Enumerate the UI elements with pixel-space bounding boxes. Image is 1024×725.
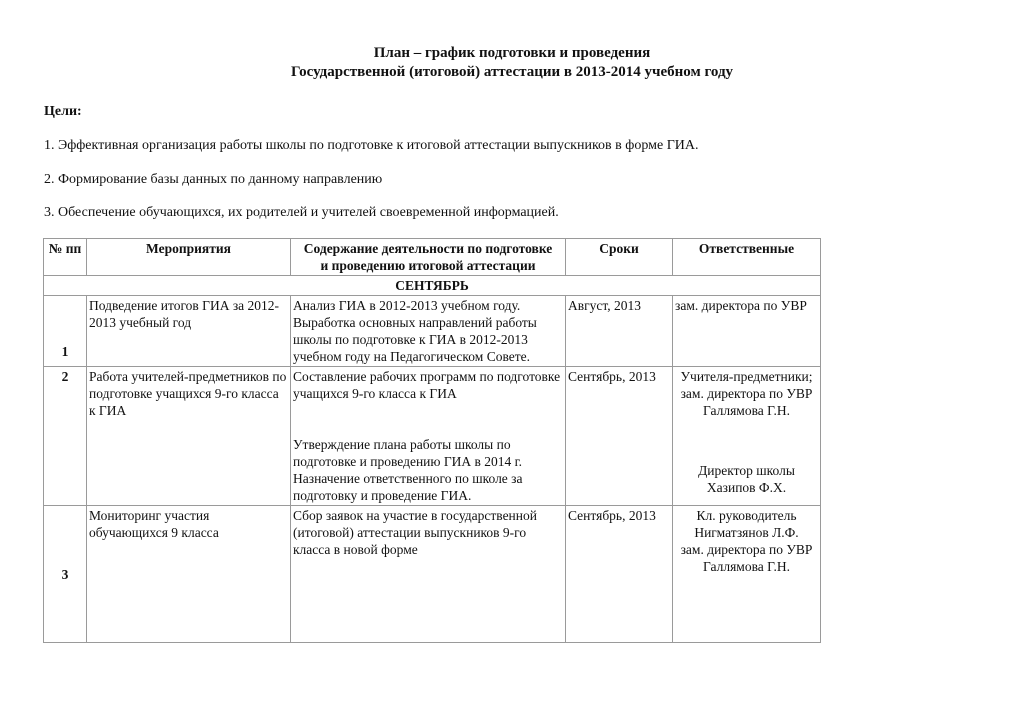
- title-line-1: План – график подготовки и проведения: [373, 45, 651, 61]
- goal-item-2: 2. Формирование базы данных по данному направлению: [44, 172, 383, 187]
- row-content: Сбор заявок на участие в государственной (итоговой) аттестации выпускников 9-го класса в новой форме: [291, 506, 566, 643]
- row-terms: Август, 2013: [566, 296, 673, 367]
- document-title: [0, 44, 1024, 82]
- row-terms: Сентябрь, 2013: [566, 367, 673, 506]
- row-terms: Сентябрь, 2013: [566, 506, 673, 643]
- header-content-line-2: и проведению итоговой аттестации: [320, 258, 536, 273]
- responsible-line: Галлямова Г.Н.: [703, 559, 790, 574]
- row-content-part-a: Составление рабочих программ по подготовке учащихся 9-го класса к ГИА: [293, 369, 561, 401]
- month-row: [44, 276, 821, 296]
- table-row: [44, 296, 821, 367]
- header-num: № пп: [44, 239, 87, 276]
- row-event: Мониторинг участия обучающихся 9 класса: [87, 506, 291, 643]
- row-number: 1: [44, 296, 87, 367]
- row-content: [291, 367, 566, 506]
- responsible-line: Нигматзянов Л.Ф.: [694, 525, 799, 540]
- responsible-line: Директор школы: [698, 463, 795, 478]
- row-number: 2: [44, 367, 87, 506]
- table-row: [44, 506, 821, 643]
- month-label: СЕНТЯБРЬ: [44, 276, 821, 296]
- header-event: Мероприятия: [87, 239, 291, 276]
- header-content: [291, 239, 566, 276]
- responsible-line: зам. директора по УВР: [680, 542, 813, 557]
- responsible-line: Галлямова Г.Н.: [703, 403, 790, 418]
- row-content: Анализ ГИА в 2012-2013 учебном году. Выработка основных направлений работы школы по подготовке к ГИА в 2012-2013 учебном году на Педагогическом Совете.: [291, 296, 566, 367]
- goal-item-1: 1. Эффективная организация работы школы по подготовке к итоговой аттестации выпускников в форме ГИА.: [44, 138, 699, 153]
- row-responsible: [673, 367, 821, 506]
- header-responsible: Ответственные: [673, 239, 821, 276]
- row-responsible: зам. директора по УВР: [673, 296, 821, 367]
- header-terms: Сроки: [566, 239, 673, 276]
- plan-table: [43, 238, 821, 643]
- goal-item-3: 3. Обеспечение обучающихся, их родителей и учителей своевременной информацией.: [44, 205, 559, 220]
- table-row: [44, 367, 821, 506]
- goals-heading: Цели:: [44, 104, 82, 119]
- responsible-line: Хазипов Ф.Х.: [706, 480, 787, 495]
- table-header-row: [44, 239, 821, 276]
- row-responsible: [673, 506, 821, 643]
- responsible-gap: [675, 419, 818, 462]
- responsible-line: Кл. руководитель: [696, 508, 797, 523]
- responsible-line: Учителя-предметники;: [680, 369, 813, 384]
- row-event: Работа учителей-предметников по подготовке учащихся 9-го класса к ГИА: [87, 367, 291, 506]
- responsible-line: зам. директора по УВР: [680, 386, 813, 401]
- row-number: 3: [44, 506, 87, 643]
- row-content-part-b: Утверждение плана работы школы по подготовке и проведению ГИА в 2014 г. Назначение ответственного по школе за подготовку и проведение ГИА.: [293, 437, 523, 503]
- title-line-2: Государственной (итоговой) аттестации в 2013-2014 учебном году: [290, 64, 734, 80]
- header-content-line-1: Содержание деятельности по подготовке: [303, 241, 553, 256]
- row-event: Подведение итогов ГИА за 2012-2013 учебный год: [87, 296, 291, 367]
- row-content-gap: [293, 402, 563, 436]
